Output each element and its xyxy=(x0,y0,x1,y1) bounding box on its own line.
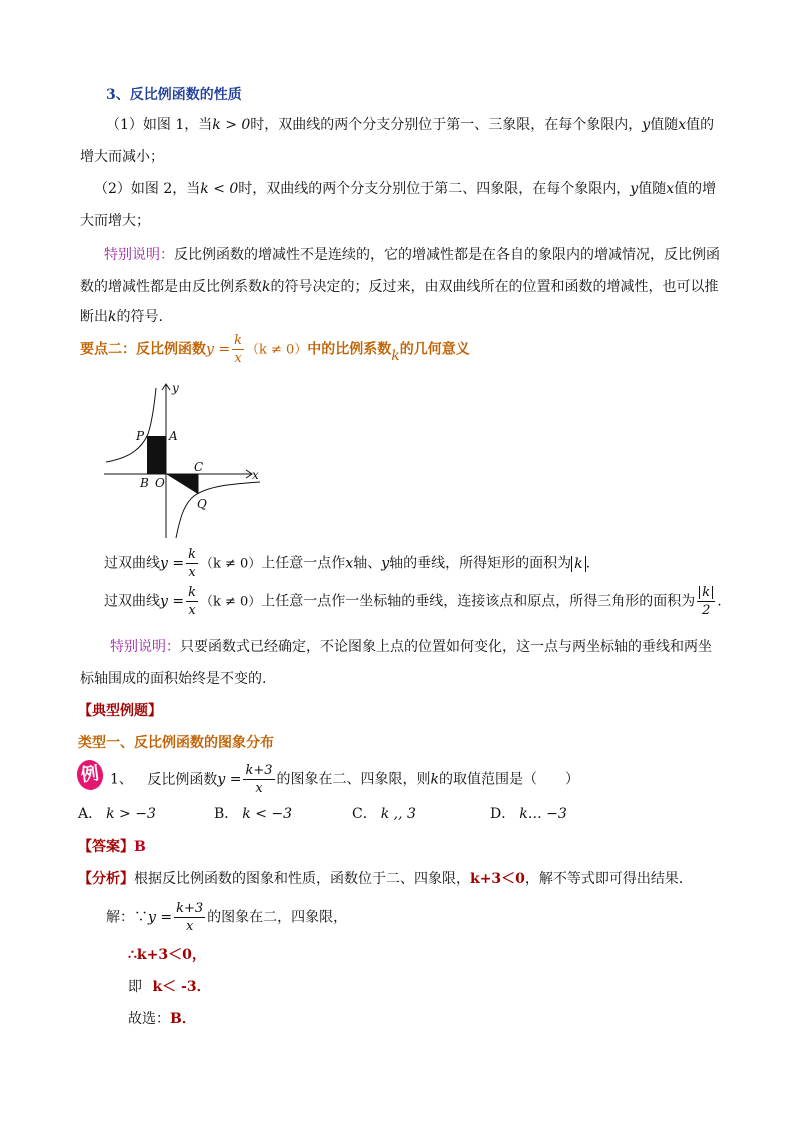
label-y: y xyxy=(172,381,179,395)
question-number: 1、 xyxy=(110,771,133,788)
label-x: x xyxy=(252,468,259,482)
key-point-2-title xyxy=(80,334,470,365)
text: （2）如图 2，当 xyxy=(94,181,201,197)
numerator xyxy=(697,586,715,602)
option-label: A． xyxy=(78,806,103,822)
text: 过双曲线 xyxy=(104,555,160,572)
numerator: k xyxy=(234,333,242,348)
formula-lhs: y = xyxy=(206,341,231,358)
text: 轴的垂线，所得矩形的面积为 xyxy=(389,555,572,572)
text: 反比例函数的增减性不是连续的，它的增减性都是在各自的象限内的增减情况，反比例函 xyxy=(174,247,720,263)
text: 上任意一点作 xyxy=(261,555,346,572)
label-o: O xyxy=(155,476,165,490)
denominator: x xyxy=(234,351,242,366)
text: 时，双曲线的两个分支分别位于第一、三象限，在每个象限内， xyxy=(250,117,643,133)
note-label: 特别说明： xyxy=(110,639,180,655)
text: 中的比例系数 xyxy=(307,341,392,358)
answer-line xyxy=(78,836,146,856)
label-b: B xyxy=(140,476,149,490)
text: 解：∵ xyxy=(106,909,148,926)
var-x: x xyxy=(678,117,687,133)
text: 反比例函数 xyxy=(147,771,218,788)
special-note-2-line-1 xyxy=(110,636,712,656)
branch-fourth-quadrant xyxy=(176,482,260,538)
text: 断出 xyxy=(80,309,108,325)
geometric-meaning-2 xyxy=(104,586,722,617)
denominator: x xyxy=(188,565,196,580)
text: 轴、 xyxy=(353,555,382,572)
text: 数的增减性都是由反比例系数 xyxy=(80,279,262,295)
option-b[interactable] xyxy=(214,803,292,823)
property-1-line-2: 增大而减小； xyxy=(80,149,164,165)
text: . xyxy=(717,593,722,610)
option-label: C． xyxy=(352,806,377,822)
condition: （k ≠ 0） xyxy=(245,342,308,358)
var-x: x xyxy=(666,181,675,197)
text: （1）如图 1，当 xyxy=(106,117,213,133)
property-2-line-2: 大而增大； xyxy=(80,213,150,229)
text: 值的增 xyxy=(674,181,717,197)
result: k＜ -3． xyxy=(152,979,211,995)
section-3-title: 3、反比例函数的性质 xyxy=(106,87,242,103)
text: . xyxy=(585,555,591,572)
var-y: y xyxy=(630,181,639,197)
analysis-label: 【分析】 xyxy=(78,871,134,887)
fraction xyxy=(186,586,198,617)
condition: （k ≠ 0） xyxy=(199,556,262,572)
option-text: k… −3 xyxy=(519,806,567,822)
var-k: k xyxy=(108,309,117,325)
fraction xyxy=(174,902,205,933)
text: 故选： xyxy=(128,1011,170,1027)
rectangle-pabo xyxy=(147,436,166,474)
var-k: k xyxy=(391,347,400,364)
text: 的符号决定的；反过来，由双曲线所在的位置和函数的增减性，也可以推 xyxy=(270,279,719,295)
text: 的取值范围是（ ） xyxy=(439,771,579,788)
label-q: Q xyxy=(197,497,207,511)
var-k: k xyxy=(430,771,439,788)
denominator: x xyxy=(255,781,263,796)
solution-line-2: ∴k+3＜0， xyxy=(128,947,206,963)
hyperbola-figure xyxy=(100,378,270,542)
abs-k: k xyxy=(699,586,713,599)
numerator: k xyxy=(188,585,196,600)
text: 上任意一点作一坐标轴的垂线，连接该点和原点，所得三角形的面积为 xyxy=(261,593,696,610)
type-1-heading: 类型一、反比例函数的图象分布 xyxy=(78,735,274,751)
option-text: k > −3 xyxy=(106,806,156,822)
solution-line-4 xyxy=(128,1008,196,1028)
note-label: 特别说明： xyxy=(104,247,174,263)
geometric-meaning-1 xyxy=(104,548,590,579)
fraction xyxy=(232,334,244,365)
formula-lhs: y = xyxy=(148,909,173,926)
numerator: k xyxy=(188,547,196,562)
var-x: x xyxy=(345,555,354,572)
typical-examples-heading: 【典型例题】 xyxy=(78,703,162,719)
denominator: x xyxy=(185,919,194,934)
label-c: C xyxy=(194,460,204,474)
example-badge: 例 xyxy=(75,758,105,791)
abs-k: k xyxy=(571,556,585,572)
special-note-1-line-2 xyxy=(80,276,718,296)
triangle-ocq xyxy=(166,474,198,494)
analysis-line xyxy=(78,868,693,888)
var-y: y xyxy=(642,117,651,133)
solution-line-1 xyxy=(106,902,347,933)
property-2-line-1 xyxy=(94,178,716,198)
text: 过双曲线 xyxy=(104,593,160,610)
option-label: D． xyxy=(490,806,516,822)
special-note-2-line-2: 标轴围成的面积始终是不变的. xyxy=(80,671,267,687)
var-y: y xyxy=(381,555,390,572)
option-c[interactable] xyxy=(352,803,416,823)
solution-line-3 xyxy=(128,976,211,996)
text: 的图象在二、四象限，则 xyxy=(276,771,431,788)
text: 只要函数式已经确定，不论图象上点的位置如何变化，这一点与两坐标轴的垂线和两坐 xyxy=(180,639,712,655)
option-label: B． xyxy=(214,806,239,822)
text: 的符号. xyxy=(116,309,163,325)
text: 时，双曲线的两个分支分别位于第二、四象限，在每个象限内， xyxy=(238,181,631,197)
condition: k < 0 xyxy=(200,181,239,197)
formula-lhs: y = xyxy=(160,555,185,572)
formula-lhs: y = xyxy=(217,771,242,788)
answer-value: B xyxy=(134,839,146,855)
denominator: x xyxy=(188,603,196,618)
numerator: k+3 xyxy=(245,763,273,778)
text: 值随 xyxy=(638,181,667,197)
formula-lhs: y = xyxy=(160,593,185,610)
example-1-question xyxy=(110,764,579,795)
denominator: 2 xyxy=(702,603,711,618)
special-note-1-line-3 xyxy=(80,306,163,326)
text: 即 xyxy=(128,979,142,995)
fraction xyxy=(186,548,198,579)
answer-label: 【答案】 xyxy=(78,839,134,855)
option-text: k ,, 3 xyxy=(380,806,416,822)
text: 根据反比例函数的图象和性质，函数位于二、四象限， xyxy=(134,871,470,887)
option-a[interactable] xyxy=(78,803,156,823)
abs-k-over-2 xyxy=(697,586,715,617)
text: 值随 xyxy=(650,117,679,133)
result: B． xyxy=(170,1011,196,1027)
inequality: k+3＜0 xyxy=(470,871,525,887)
text: 要点二：反比例函数 xyxy=(80,341,206,358)
text: 的图象在二，四象限， xyxy=(207,909,348,926)
label-p: P xyxy=(136,429,145,443)
condition: （k ≠ 0） xyxy=(199,594,262,610)
numerator: k+3 xyxy=(176,901,204,916)
option-text: k < −3 xyxy=(242,806,293,822)
text: ，解不等式即可得出结果． xyxy=(524,871,693,887)
label-a: A xyxy=(169,429,178,443)
condition: k > 0 xyxy=(212,117,251,133)
special-note-1-line-1 xyxy=(104,244,720,264)
fraction xyxy=(243,764,274,795)
text: 的几何意义 xyxy=(399,341,470,358)
property-1-line-1 xyxy=(106,114,714,134)
text: 值的 xyxy=(686,117,715,133)
option-d[interactable] xyxy=(490,803,567,823)
var-k: k xyxy=(262,279,271,295)
